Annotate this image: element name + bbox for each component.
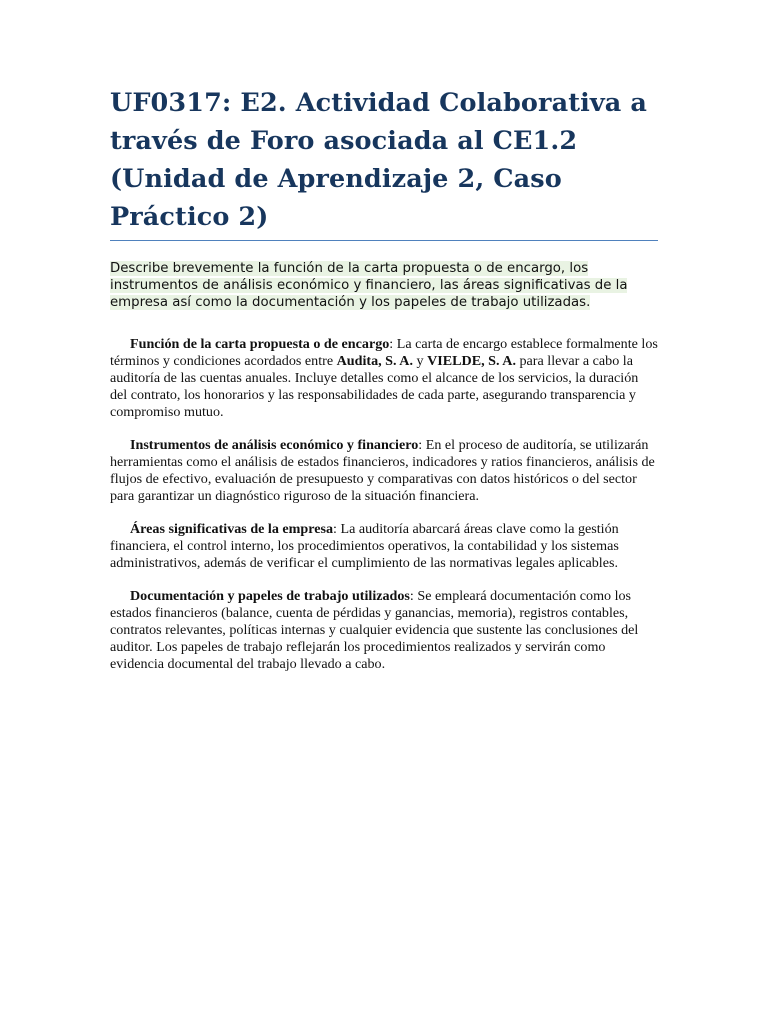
activity-prompt-text: Describe brevemente la función de la carta propuesta o de encargo, los instrumentos de análisis económico y financiero, las áreas significativas de la empresa así como la documentación y los papeles de trabajo utilizadas. [110,261,628,310]
section-text: : En el proceso de auditoría, se utilizarán herramientas como el análisis de estados financieros, indicadores y ratios financieros, análisis de flujos de efectivo, evaluación de presupuesto y comparativas con datos históricos o del sector para garantizar un diagnóstico riguroso de la situación financiera. [110,437,655,504]
section-text: para llevar a cabo la auditoría de las cuentas anuales. Incluye detalles como el alcance de los servicios, la duración del contrato, los honorarios y las responsabilidades de cada parte, asegurando transparencia y compromiso mutuo. [110,353,639,420]
section-heading: Función de la carta propuesta o de encargo [130,336,390,352]
company-name: VIELDE, S. A. [427,353,516,369]
section-instrumentos [110,437,658,505]
company-name: Audita, S. A. [336,353,413,369]
section-heading: Documentación y papeles de trabajo utilizados [130,588,410,604]
section-text: : La carta de encargo establece formalmente los términos y condiciones acordados entre [110,336,658,369]
section-heading: Áreas significativas de la empresa [130,521,334,537]
section-carta-encargo [110,336,658,421]
section-areas [110,521,658,572]
document-page [110,84,658,673]
document-title: UF0317: E2. Actividad Colaborativa a través de Foro asociada al CE1.2 (Unidad de Aprendizaje 2, Caso Práctico 2) [110,84,658,241]
section-text: y [412,353,428,369]
section-text: : Se empleará documentación como los estados financieros (balance, cuenta de pérdidas y ganancias, memoria), registros contables, contratos relevantes, políticas internas y cualquier evidencia que sustente las conclusiones del auditor. Los papeles de trabajo reflejarán los procedimientos realizados y servirán como evidencia documental del trabajo llevado a cabo. [110,588,639,672]
section-heading: Instrumentos de análisis económico y financiero [130,437,419,453]
section-text: : La auditoría abarcará áreas clave como la gestión financiera, el control interno, los procedimientos operativos, la contabilidad y los sistemas administrativos, además de verificar el cumplimiento de las normativas legales aplicables. [110,521,619,571]
section-documentacion [110,588,658,673]
activity-prompt [110,260,658,311]
